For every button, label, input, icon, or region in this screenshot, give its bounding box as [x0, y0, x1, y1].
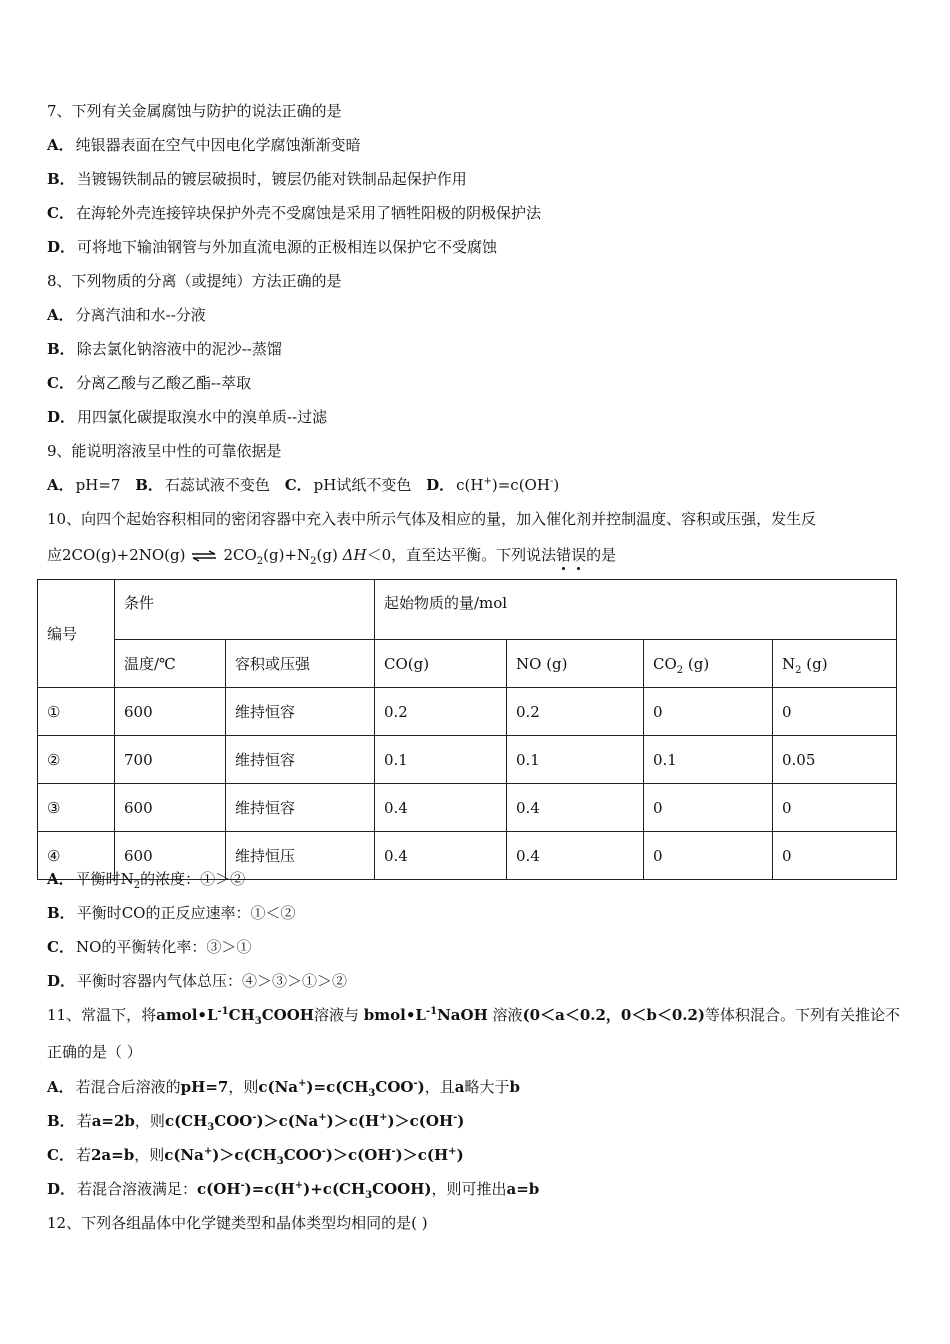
option-label: A． — [47, 870, 74, 888]
cell-no: 0.4 — [507, 832, 644, 880]
option-label: A． — [47, 306, 74, 324]
subscript: 2 — [310, 556, 317, 567]
cell-co: 0.4 — [375, 784, 507, 832]
option-label: B． — [47, 1112, 75, 1130]
q11-option-a: A． 若混合后溶液的pH=7，则$c(Na^+)=c(CH_3COO^-)$，且a略大于b — [47, 1078, 520, 1099]
option-text: c(H — [456, 476, 484, 494]
superscript: + — [483, 476, 492, 487]
option-text: 在海轮外壳连接锌块保护外壳不受腐蚀是采用了牺牲阳极的阴极保护法 — [75, 204, 541, 222]
option-label: B． — [47, 904, 75, 922]
table-row — [38, 688, 897, 736]
q8-option-c — [47, 373, 251, 393]
option-label: D． — [47, 238, 76, 256]
equilibrium-arrow-icon — [191, 550, 217, 562]
q10-data-table — [37, 579, 897, 880]
q11-option-c: C． 若2a=b，则$c(Na^+)>c(CH_3COO^-)>c(OH^-)>c(H^+)$ — [47, 1146, 464, 1167]
option-text: ) — [553, 476, 560, 494]
cell-mode: 维持恒容 — [226, 784, 375, 832]
cell-n2: 0 — [773, 784, 897, 832]
cell-no: 0.1 — [507, 736, 644, 784]
cell-id: ③ — [38, 784, 115, 832]
table-row — [38, 736, 897, 784]
q7-option-c — [47, 203, 541, 223]
option-label: D． — [47, 972, 76, 990]
option-label: B． — [47, 170, 75, 188]
q7-option-b — [47, 169, 467, 189]
option-label: A． — [47, 1078, 74, 1096]
equation-part: 2CO — [223, 546, 257, 564]
equation-part: (g)+N — [263, 546, 311, 564]
q8-option-d — [47, 407, 327, 427]
option-text: 用四氯化碳提取溴水中的溴单质--过滤 — [77, 408, 328, 426]
header-initial-amount: 起始物质的量/mol — [375, 580, 897, 640]
option-label: A． — [47, 476, 74, 494]
q8-stem: 8、下列物质的分离（或提纯）方法正确的是 — [47, 272, 342, 290]
header-temperature: 温度/℃ — [115, 640, 226, 688]
header-no: NO (g) — [507, 640, 644, 688]
equation-part: ＜0，直至达平衡。下列说法 — [366, 546, 557, 564]
option-label: A． — [47, 136, 74, 154]
option-label: C． — [47, 938, 74, 956]
cell-co: 0.1 — [375, 736, 507, 784]
q10-option-b — [47, 903, 295, 923]
option-text: 平衡时CO的正反应速率：①＜② — [76, 904, 296, 922]
q8-option-b — [47, 339, 282, 359]
cell-co: 0.4 — [375, 832, 507, 880]
equation-part: 的是 — [586, 546, 617, 564]
option-label: D． — [426, 476, 455, 494]
header-co: CO(g) — [375, 640, 507, 688]
q10-stem-line1: 10、向四个起始容积相同的密闭容器中充入表中所示气体及相应的量，加入催化剂并控制温度、容积或压强，发生反 — [47, 510, 817, 528]
cell-temp: 600 — [115, 688, 226, 736]
option-label: C． — [284, 476, 312, 494]
option-text: 可将地下输油钢管与外加直流电源的正极相连以保护它不受腐蚀 — [77, 238, 498, 256]
option-text: NO的平衡转化率：③＞① — [75, 938, 252, 956]
option-text: pH=7 — [75, 476, 121, 494]
table-header-row — [38, 580, 897, 640]
header-id: 编号 — [38, 580, 115, 688]
option-label: C． — [47, 374, 74, 392]
cell-co2: 0.1 — [644, 736, 773, 784]
emphasis-char: 误 — [571, 546, 586, 564]
equation-part: 应2CO(g)+2NO(g) — [47, 546, 186, 564]
q10-option-d — [47, 971, 347, 991]
header-condition: 条件 — [115, 580, 375, 640]
q10-option-c — [47, 937, 251, 957]
emphasis-char: 错 — [556, 546, 571, 564]
cell-n2: 0.05 — [773, 736, 897, 784]
q7-option-a — [47, 135, 361, 155]
option-label: C． — [47, 1146, 74, 1164]
option-text: 平衡时容器内气体总压：④＞③＞①＞② — [77, 972, 348, 990]
cell-n2: 0 — [773, 832, 897, 880]
cell-mode: 维持恒容 — [226, 688, 375, 736]
q12-stem: 12、下列各组晶体中化学键类型和晶体类型均相同的是( ) — [47, 1214, 428, 1232]
header-n2: $N_2$ (g) — [773, 640, 897, 688]
q11-stem-line1: 11、常温下，将$amol•L^{-1}CH_3COOH$溶液与 $bmol•L^{-1}NaOH$ 溶液(0＜a＜0.2，0＜b＜0.2)等体积混合。下列有关推论不 — [47, 1006, 901, 1027]
q10-stem-line2 — [47, 545, 616, 565]
cell-n2: 0 — [773, 688, 897, 736]
option-text: pH试纸不变色 — [313, 476, 412, 494]
q7-option-d — [47, 237, 497, 257]
cell-co: 0.2 — [375, 688, 507, 736]
cell-no: 0.4 — [507, 784, 644, 832]
superscript: - — [549, 476, 554, 487]
cell-temp: 700 — [115, 736, 226, 784]
cell-co2: 0 — [644, 832, 773, 880]
option-label: C． — [47, 204, 74, 222]
subscript: 2 — [256, 556, 264, 567]
q11-option-d: D． 若混合溶液满足：$c(OH^-)=c(H^+)+c(CH_3COOH)$，则可推出a=b — [47, 1180, 540, 1201]
cell-mode: 维持恒压 — [226, 832, 375, 880]
equation-part: (g) — [316, 546, 338, 564]
table-row — [38, 784, 897, 832]
option-text: )=c(OH — [491, 476, 550, 494]
q8-option-a — [47, 305, 206, 325]
header-co2: $CO_2$ (g) — [644, 640, 773, 688]
option-text: 当镀锡铁制品的镀层破损时，镀层仍能对铁制品起保护作用 — [76, 170, 467, 188]
q9-stem: 9、能说明溶液呈中性的可靠依据是 — [47, 442, 282, 460]
option-label: B． — [47, 340, 75, 358]
option-text: 分离汽油和水--分液 — [75, 306, 206, 324]
option-label: B． — [135, 476, 163, 494]
cell-id: ④ — [38, 832, 115, 880]
cell-mode: 维持恒容 — [226, 736, 375, 784]
table-header-row — [38, 640, 897, 688]
q7-stem: 7、下列有关金属腐蚀与防护的说法正确的是 — [47, 102, 342, 120]
option-text: 石蕊试液不变色 — [164, 476, 270, 494]
option-label: D． — [47, 1180, 76, 1198]
q9-options — [47, 475, 559, 495]
cell-co2: 0 — [644, 688, 773, 736]
cell-temp: 600 — [115, 784, 226, 832]
option-text: 分离乙酸与乙酸乙酯--萃取 — [75, 374, 252, 392]
cell-temp: 600 — [115, 832, 226, 880]
q11-stem-line2: 正确的是（ ） — [47, 1043, 142, 1061]
delta-h: ΔH — [342, 546, 367, 564]
header-volume-pressure: 容积或压强 — [226, 640, 375, 688]
option-label: D． — [47, 408, 76, 426]
cell-id: ① — [38, 688, 115, 736]
option-text: 纯银器表面在空气中因电化学腐蚀渐渐变暗 — [75, 136, 361, 154]
cell-co2: 0 — [644, 784, 773, 832]
q11-option-b: B． 若a=2b，则$c(CH_3COO^-)>c(Na^+)>c(H^+)>c(OH^-)$ — [47, 1112, 465, 1133]
q10-option-a: A． 平衡时$N_2$的浓度：①＞② — [47, 870, 246, 891]
cell-id: ② — [38, 736, 115, 784]
option-text: 除去氯化钠溶液中的泥沙--蒸馏 — [76, 340, 282, 358]
cell-no: 0.2 — [507, 688, 644, 736]
